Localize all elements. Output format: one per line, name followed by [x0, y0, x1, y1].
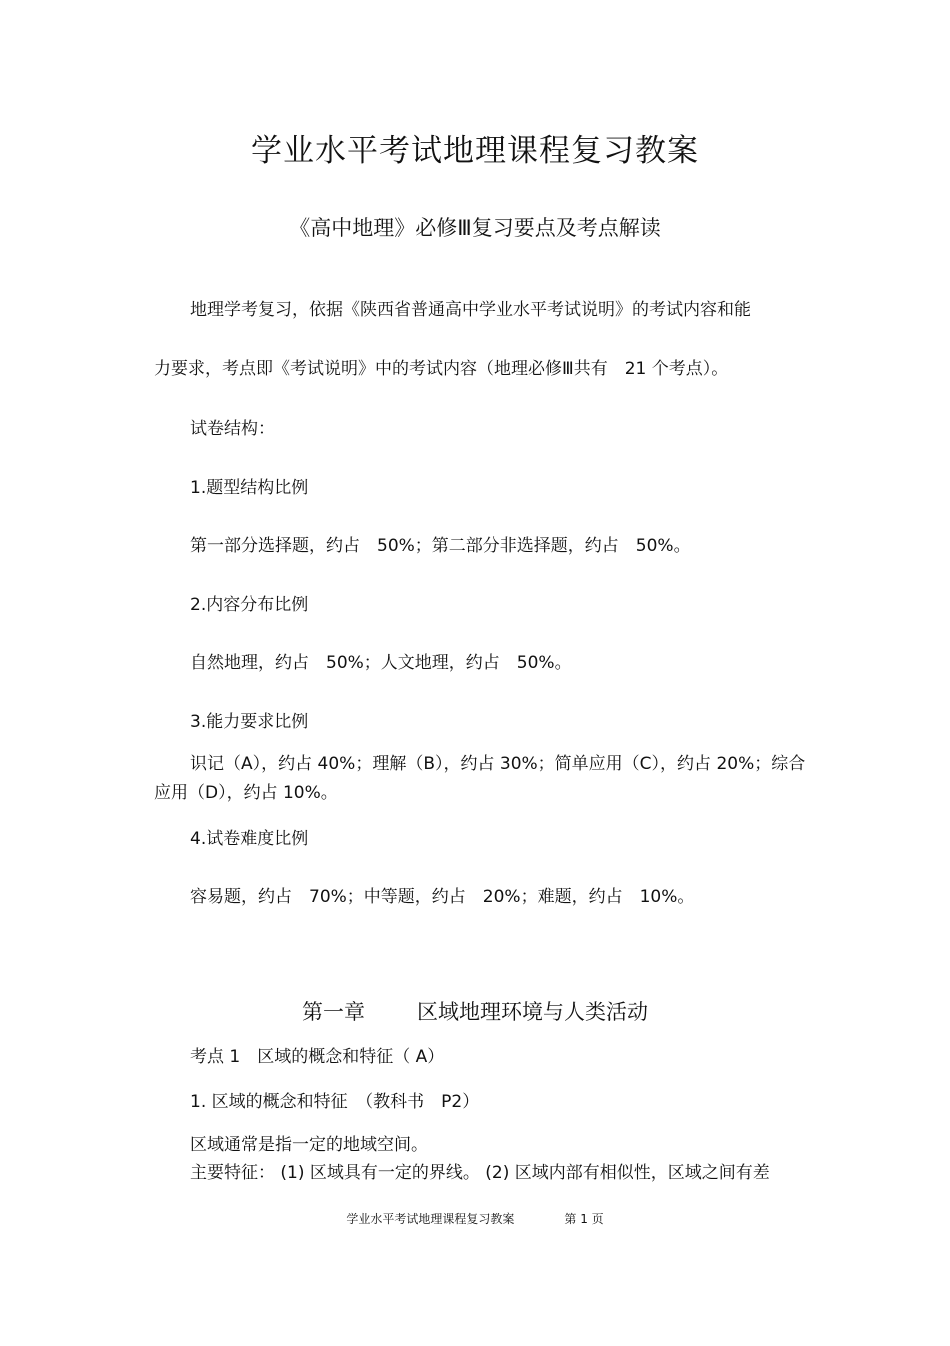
- footer-doc-title: 学业水平考试地理课程复习教案: [346, 1212, 515, 1226]
- document-subtitle: 《高中地理》必修Ⅲ复习要点及考点解读: [289, 216, 661, 240]
- page-footer: [0, 1211, 950, 1227]
- structure-heading: 试卷结构：: [190, 419, 275, 439]
- item-text-1: 第一部分选择题，约占 50%；第二部分非选择题，约占 50%。: [190, 536, 691, 556]
- item-text-3a: 识记（A），约占 40%；理解（B），约占 30%；简单应用（C），约占 20%；综合: [190, 754, 806, 774]
- section-heading: 1. 区域的概念和特征 （教科书 P2）: [190, 1092, 480, 1112]
- intro-line-1: 地理学考复习，依据《陕西省普通高中学业水平考试说明》的考试内容和能: [190, 300, 751, 320]
- document-title: 学业水平考试地理课程复习教案: [251, 133, 699, 169]
- item-text-3b: 应用（D），约占 10%。: [154, 783, 338, 803]
- item-text-4: 容易题，约占 70%；中等题，约占 20%；难题，约占 10%。: [190, 887, 695, 907]
- item-heading-1: 1.题型结构比例: [190, 478, 309, 498]
- body-line-1: 区域通常是指一定的地域空间。: [190, 1135, 428, 1155]
- item-heading-2: 2.内容分布比例: [190, 595, 309, 615]
- item-text-2: 自然地理，约占 50%；人文地理，约占 50%。: [190, 653, 572, 673]
- page-number: 第 1 页: [564, 1212, 604, 1226]
- item-heading-4: 4.试卷难度比例: [190, 829, 309, 849]
- chapter-number: 第一章: [302, 1000, 365, 1024]
- body-line-2: 主要特征： (1) 区域具有一定的界线。 (2) 区域内部有相似性，区域之间有差: [190, 1163, 770, 1183]
- intro-line-2: 力要求，考点即《考试说明》中的考试内容（地理必修Ⅲ共有 21 个考点）。: [154, 359, 729, 379]
- chapter-name: 区域地理环境与人类活动: [417, 1000, 648, 1024]
- chapter-heading: [0, 998, 950, 1026]
- kaodian-heading: 考点 1 区域的概念和特征（ A）: [190, 1047, 445, 1067]
- item-heading-3: 3.能力要求比例: [190, 712, 309, 732]
